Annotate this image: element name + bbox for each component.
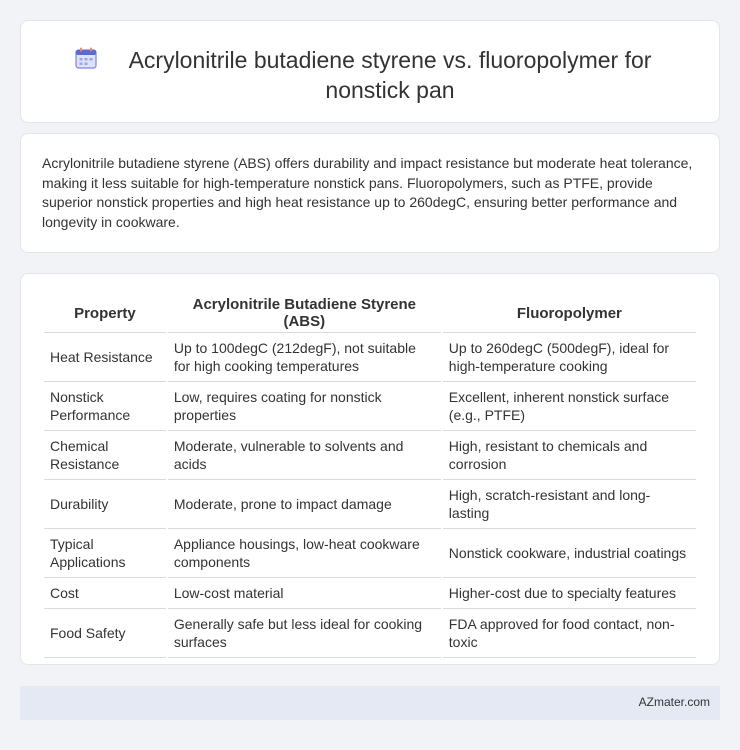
fluoropolymer-cell: High, scratch-resistant and long-lasting — [443, 480, 696, 529]
property-cell: Typical Applications — [44, 529, 166, 578]
table-row — [44, 333, 696, 382]
fluoropolymer-cell: FDA approved for food contact, non-toxic — [443, 609, 696, 658]
property-cell: Heat Resistance — [44, 333, 166, 382]
fluoropolymer-cell: Higher-cost due to specialty features — [443, 578, 696, 609]
property-cell: Food Safety — [44, 609, 166, 658]
abs-cell: Moderate, vulnerable to solvents and acids — [168, 431, 441, 480]
property-cell: Cost — [44, 578, 166, 609]
footer-bar — [20, 686, 720, 720]
fluoropolymer-cell: Excellent, inherent nonstick surface (e.g., PTFE) — [443, 382, 696, 431]
table-row — [44, 382, 696, 431]
description-card — [20, 133, 720, 253]
page-title: Acrylonitrile butadiene styrene vs. fluoropolymer for nonstick pan — [128, 47, 652, 103]
table-row — [44, 431, 696, 480]
table-row — [44, 609, 696, 658]
fluoropolymer-cell: High, resistant to chemicals and corrosion — [443, 431, 696, 480]
table-row — [44, 480, 696, 529]
header-fluoropolymer: Fluoropolymer — [443, 294, 696, 333]
abs-cell: Up to 100degC (212degF), not suitable for high cooking temperatures — [168, 333, 441, 382]
abs-cell: Appliance housings, low-heat cookware components — [168, 529, 441, 578]
property-cell: Durability — [44, 480, 166, 529]
table-header-row — [44, 294, 696, 333]
abs-cell: Low-cost material — [168, 578, 441, 609]
abs-cell: Low, requires coating for nonstick properties — [168, 382, 441, 431]
table-row — [44, 578, 696, 609]
header-abs: Acrylonitrile Butadiene Styrene (ABS) — [168, 294, 441, 333]
fluoropolymer-cell: Up to 260degC (500degF), ideal for high-temperature cooking — [443, 333, 696, 382]
header-property: Property — [44, 294, 166, 333]
comparison-table — [42, 294, 698, 658]
footer-brand[interactable]: AZmater.com — [638, 695, 710, 709]
comparison-card — [20, 273, 720, 665]
abs-cell: Moderate, prone to impact damage — [168, 480, 441, 529]
property-cell: Nonstick Performance — [44, 382, 166, 431]
abs-cell: Generally safe but less ideal for cooking surfaces — [168, 609, 441, 658]
property-cell: Chemical Resistance — [44, 431, 166, 480]
fluoropolymer-cell: Nonstick cookware, industrial coatings — [443, 529, 696, 578]
description-text: Acrylonitrile butadiene styrene (ABS) offers durability and impact resistance but moderate heat tolerance, making it less suitable for high-temperature nonstick pans. Fluoropolymers, such as PTFE, provide superior nonstick properties and high heat resistance up to 260degC, ensuring better performance and longevity in cookware. — [42, 155, 693, 230]
table-row — [44, 529, 696, 578]
title-card — [20, 20, 720, 123]
